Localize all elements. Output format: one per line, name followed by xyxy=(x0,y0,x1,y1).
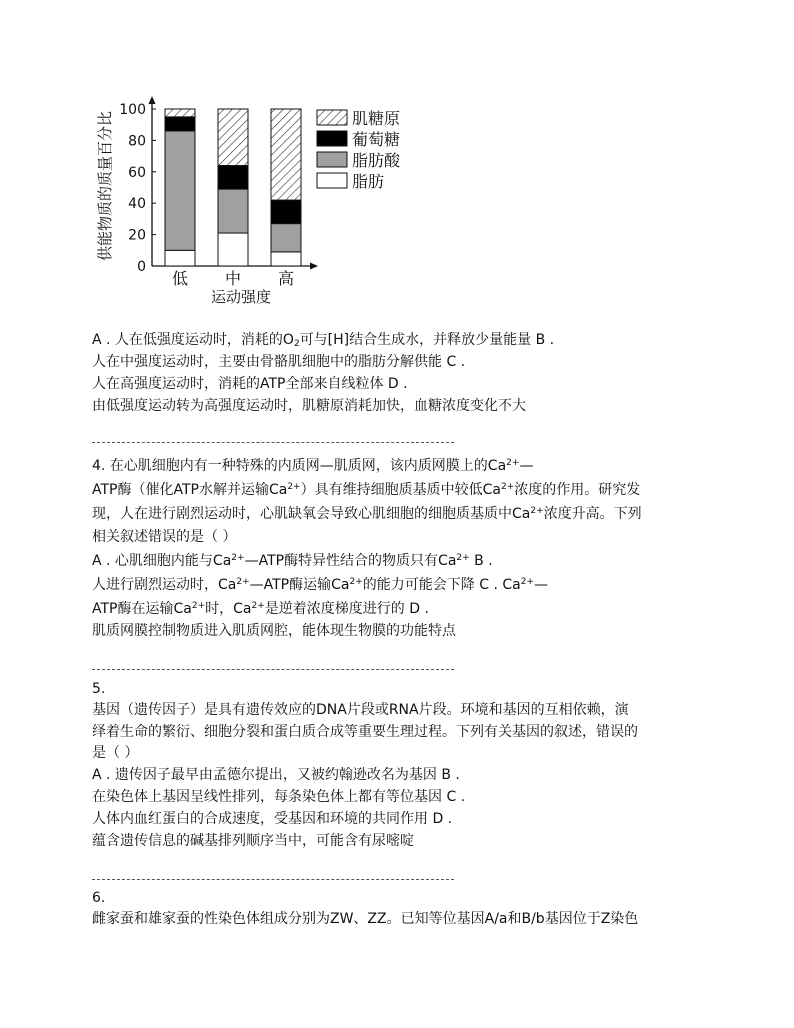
q4-option-a-line: A . 心肌细胞内能与$Ca^{2+}—ATP$酶特异性结合的物质只有$Ca^{2+}$ B . xyxy=(92,553,493,569)
y-tick-label: 80 xyxy=(128,133,146,150)
y-tick-label: 100 xyxy=(119,102,146,118)
legend-swatch xyxy=(317,152,347,167)
legend-label: 脂肪酸 xyxy=(352,151,401,170)
separator xyxy=(92,669,454,670)
bar-segment xyxy=(218,189,248,233)
bar-segment xyxy=(218,233,248,266)
bar-segment xyxy=(271,200,301,224)
q4-stem-line-1: 4. 在心肌细胞内有一种特殊的内质网—肌质网，该内质网膜上的$Ca^{2+}—$ xyxy=(92,458,534,474)
y-tick-label: 20 xyxy=(128,227,146,244)
q3-option-d-line: 由低强度运动转为高强度运动时，肌糖原消耗加快，血糖浓度变化不大 xyxy=(92,398,526,414)
bar-segment xyxy=(271,109,301,200)
bar-segment xyxy=(218,109,248,166)
q4-option-c-line: ATP酶在运输$Ca^{2+}$时，$Ca^{2+}$是逆着浓度梯度进行的 D . xyxy=(92,601,429,617)
separator xyxy=(92,879,454,880)
bar-segment xyxy=(271,224,301,252)
bar-segment xyxy=(271,252,301,266)
q5-stem-line-1: 基因（遗传因子）是具有遗传效应的DNA片段或RNA片段。环境和基因的互相依赖，演 xyxy=(92,702,629,718)
q6-stem-line-1: 雌家蚕和雄家蚕的性染色体组成分别为ZW、ZZ。已知等位基因A/a和B/b基因位于Z染色 xyxy=(92,911,639,927)
legend-label: 脂肪 xyxy=(352,172,385,191)
q4-stem-line-3: 现，人在进行剧烈运动时，心肌缺氧会导致心肌细胞的细胞质基质中$Ca^{2+}$浓度升高。下列 xyxy=(92,506,642,522)
y-tick-label: 0 xyxy=(137,259,146,275)
bar-segment xyxy=(165,109,195,117)
y-axis-title: 供能物质的质量百分比 xyxy=(96,110,114,262)
legend-swatch xyxy=(317,110,347,125)
bar-segment xyxy=(165,117,195,131)
bar-segment xyxy=(165,131,195,250)
legend-label: 肌糖原 xyxy=(352,109,401,128)
q3-option-b-line: 人在中强度运动时，主要由骨骼肌细胞中的脂肪分解供能 C . xyxy=(92,354,466,370)
q4-option-b-line: 人进行剧烈运动时，$Ca^{2+}—ATP$酶运输$Ca^{2+}$的能力可能会下降 C . $Ca^{2+}—$ xyxy=(92,577,548,593)
x-axis-arrow xyxy=(310,263,318,270)
q4-option-d-line: 肌质网膜控制物质进入肌质网腔，能体现生物膜的功能特点 xyxy=(92,623,456,639)
legend-swatch xyxy=(317,131,347,146)
q5-option-d-line: 蕴含遗传信息的碱基排列顺序当中，可能含有尿嘧啶 xyxy=(92,833,414,849)
y-tick-label: 60 xyxy=(128,164,146,181)
bar-segment xyxy=(165,250,195,266)
x-tick-label: 高 xyxy=(277,269,295,288)
q5-number: 5. xyxy=(92,681,106,697)
q5-option-c-line: 人体内血红蛋白的合成速度，受基因和环境的共同作用 D . xyxy=(92,811,453,827)
q4-stem-line-2: ATP酶（催化ATP水解并运输$Ca^{2+}$）具有维持细胞质基质中较低$Ca^{2+}$浓度的作用。研究发 xyxy=(92,482,641,498)
bar-segment xyxy=(218,166,248,190)
y-axis-arrow xyxy=(149,96,156,104)
q5-stem-line-3: 是（ ） xyxy=(92,745,139,761)
legend-label: 葡萄糖 xyxy=(352,130,401,149)
q5-stem-line-2: 绎着生命的繁衍、细胞分裂和蛋白质合成等重要生理过程。下列有关基因的叙述，错误的 xyxy=(92,724,638,740)
q3-option-c-line: 人在高强度运动时，消耗的ATP全部来自线粒体 D . xyxy=(92,376,408,392)
y-tick-label: 40 xyxy=(128,196,146,213)
q6-number: 6. xyxy=(92,890,106,906)
legend-swatch xyxy=(317,173,347,188)
q3-option-a-line: A . 人在低强度运动时，消耗的$O_2$可与[H]结合生成水，并释放少量能量 B . xyxy=(92,332,555,349)
q5-option-b-line: 在染色体上基因呈线性排列，每条染色体上都有等位基因 C . xyxy=(92,789,466,805)
x-tick-label: 低 xyxy=(171,269,189,288)
q5-option-a-line: A . 遗传因子最早由孟德尔提出，又被约翰逊改名为基因 B . xyxy=(92,767,460,783)
stacked-bar-chart xyxy=(88,92,428,312)
x-axis-title: 运动强度 xyxy=(210,288,272,306)
separator xyxy=(92,442,454,443)
x-tick-label: 中 xyxy=(224,269,242,288)
q4-stem-line-4: 相关叙述错误的是（ ） xyxy=(92,529,237,545)
